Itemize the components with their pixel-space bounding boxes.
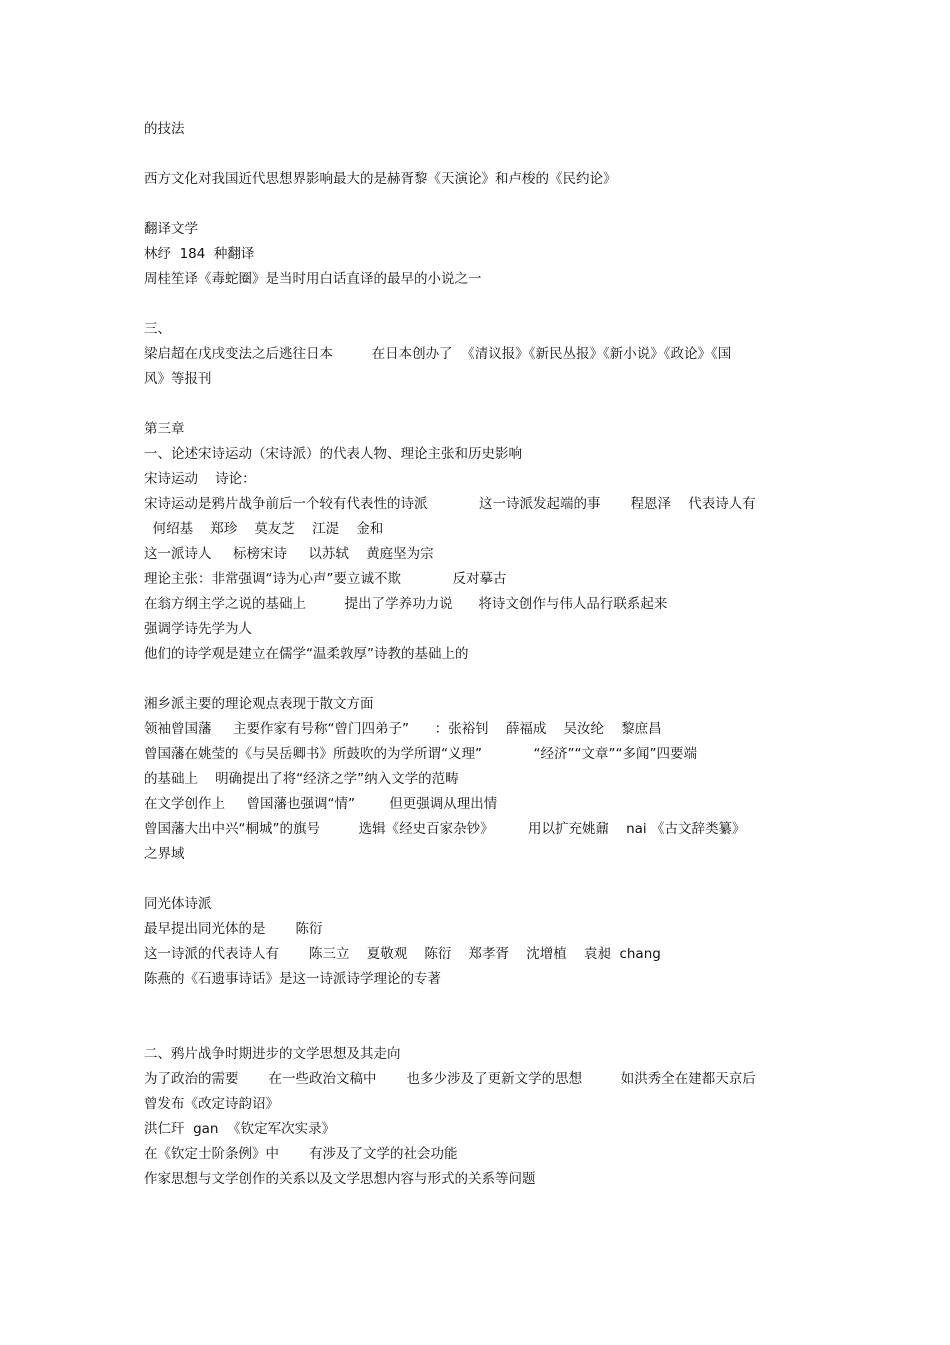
text-line: 曾国藩在姚莹的《与吴岳卿书》所鼓吹的为学所谓“义理” “经济”“文章”“多闻”四要端 [144, 746, 697, 762]
text-line: 为了政治的需要 在一些政治文稿中 也多少涉及了更新文学的思想 如洪秀全在建都天京后 [144, 1071, 756, 1087]
text-line: 的基础上 明确提出了将“经济之学”纳入文学的范畴 [144, 771, 459, 787]
text-line: 在《钦定士阶条例》中 有涉及了文学的社会功能 [144, 1146, 458, 1162]
text-line: 这一派诗人 标榜宋诗 以苏轼 黄庭坚为宗 [144, 546, 434, 562]
text-line: 在翁方纲主学之说的基础上 提出了学养功力说 将诗文创作与伟人品行联系起来 [144, 596, 668, 612]
text-line: 理论主张：非常强调“诗为心声”要立诚不欺 反对摹古 [144, 571, 507, 587]
text-line: 洪仁玕 gan 《钦定军次实录》 [144, 1121, 336, 1137]
text-line: 西方文化对我国近代思想界影响最大的是赫胥黎《天演论》和卢梭的《民约论》 [144, 171, 617, 187]
text-line: 的技法 [144, 121, 185, 137]
text-line: 他们的诗学观是建立在儒学“温柔敦厚”诗教的基础上的 [144, 646, 469, 662]
text-line: 领袖曾国藩 主要作家有号称“曾门四弟子” ：张裕钊 薛福成 吴汝纶 黎庶昌 [144, 721, 662, 737]
text-line: 作家思想与文学创作的关系以及文学思想内容与形式的关系等问题 [144, 1171, 536, 1187]
section-heading: 三、 [144, 321, 171, 337]
text-line: 周桂笙译《毒蛇圈》是当时用白话直译的最早的小说之一 [144, 271, 482, 287]
question-heading: 一、论述宋诗运动（宋诗派）的代表人物、理论主张和历史影响 [144, 446, 522, 462]
text-line: 曾国藩大出中兴“桐城”的旗号 选辑《经史百家杂钞》 用以扩充姚鼐 nai 《古文辞类纂》 [144, 821, 746, 837]
text-line: 林纾 184 种翻译 [144, 246, 255, 262]
text-line: 曾发布《改定诗韵诏》 [144, 1096, 279, 1112]
text-line: 在文学创作上 曾国藩也强调“情” 但更强调从理出情 [144, 796, 498, 812]
text-line: 陈燕的《石遗事诗话》是这一诗派诗学理论的专著 [144, 971, 441, 987]
section-heading: 湘乡派主要的理论观点表现于散文方面 [144, 696, 374, 712]
text-line: 强调学诗先学为人 [144, 621, 252, 637]
text-line: 梁启超在戊戌变法之后逃往日本 在日本创办了 《清议报》《新民丛报》《新小说》《政论》《国 [144, 346, 732, 362]
question-heading: 二、鸦片战争时期进步的文学思想及其走向 [144, 1046, 401, 1062]
text-line: 宋诗运动 诗论： [144, 471, 256, 487]
text-line: 之界域 [144, 846, 185, 862]
text-line: 最早提出同光体的是 陈衍 [144, 921, 323, 937]
chapter-heading: 第三章 [144, 421, 185, 437]
text-line: 风》等报刊 [144, 371, 212, 387]
section-heading: 同光体诗派 [144, 896, 212, 912]
section-heading: 翻译文学 [144, 221, 198, 237]
text-line: 何绍基 郑珍 莫友芝 江湜 金和 [144, 521, 384, 537]
text-line: 这一诗派的代表诗人有 陈三立 夏敬观 陈衍 郑孝胥 沈增植 袁昶 chang [144, 946, 661, 962]
text-line: 宋诗运动是鸦片战争前后一个较有代表性的诗派 这一诗派发起端的事 程恩泽 代表诗人有 [144, 496, 756, 512]
